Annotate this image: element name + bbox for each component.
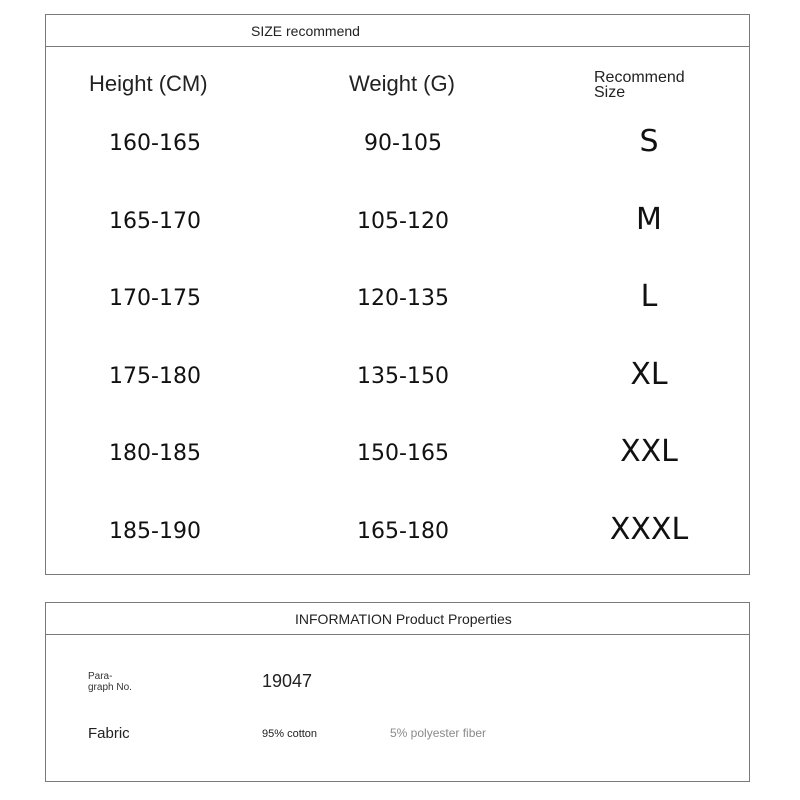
paragraph-number-value: 19047: [262, 671, 313, 691]
paragraph-label-line2: graph No.: [88, 682, 132, 693]
size-cell: XXL: [620, 434, 678, 469]
weight-cell: 150-165: [357, 441, 449, 466]
height-cell: 170-175: [109, 286, 201, 311]
info-panel-title: INFORMATION Product Properties: [295, 611, 512, 627]
fabric-label: Fabric: [88, 725, 130, 742]
size-recommend-panel: [45, 14, 750, 575]
height-cell: 160-165: [109, 131, 201, 156]
size-cell: M: [636, 202, 662, 237]
paragraph-label-line1: Para-: [88, 671, 113, 682]
weight-cell: 90-105: [364, 131, 442, 156]
product-information-panel: [45, 602, 750, 782]
size-cell: XXXL: [609, 512, 689, 547]
recommend-size-header-line2: Size: [594, 84, 626, 101]
size-cell: XL: [630, 357, 668, 392]
weight-cell: 120-135: [357, 286, 449, 311]
recommend-size-header-line1: Recommend: [594, 69, 685, 86]
height-cell: 180-185: [109, 441, 201, 466]
weight-cell: 165-180: [357, 519, 449, 544]
height-column-header: Height (CM): [89, 71, 208, 96]
weight-cell: 105-120: [357, 209, 449, 234]
height-cell: 165-170: [109, 209, 201, 234]
size-panel-header: [46, 15, 749, 47]
fabric-cotton-value: 95% cotton: [262, 728, 318, 740]
weight-column-header: Weight (G): [349, 71, 455, 96]
height-cell: 175-180: [109, 364, 201, 389]
size-cell: L: [640, 279, 658, 314]
weight-cell: 135-150: [357, 364, 449, 389]
recommend-size-column-header: [594, 70, 685, 100]
paragraph-number-label: [88, 671, 132, 693]
size-panel-title: SIZE recommend: [251, 23, 360, 39]
fabric-polyester-value: 5% polyester fiber: [390, 726, 487, 740]
height-cell: 185-190: [109, 519, 201, 544]
info-panel-header: [46, 603, 749, 635]
size-cell: S: [639, 124, 659, 159]
